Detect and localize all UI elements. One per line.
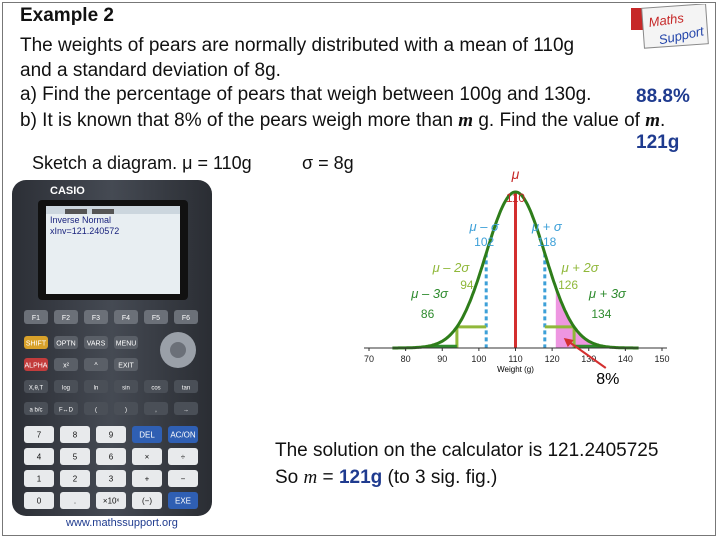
- num-key-3-3-label: (−): [142, 496, 152, 506]
- num-key-3-2-label: ×10ˣ: [102, 496, 120, 506]
- fkey-f2-label: F2: [61, 315, 71, 322]
- mu-plus-2sigma-value: 126: [558, 278, 579, 292]
- sketch-label: Sketch a diagram. μ = 110g: [32, 153, 252, 173]
- mu-plus-3sigma-value: 134: [591, 307, 612, 321]
- question-b-part1: b) It is known that 8% of the pears weigh more than: [20, 110, 454, 131]
- mu-plus-2sigma-label: μ + 2σ: [561, 260, 599, 275]
- axis-title: Weight (g): [497, 365, 534, 374]
- mu-minus-2sigma-value: 94: [460, 278, 474, 292]
- num-key-1-3-label: ×: [144, 452, 150, 462]
- axis-tick-label: 70: [363, 354, 375, 364]
- fkey-f4-label: F4: [121, 315, 131, 322]
- num-key-0-2-label: 9: [108, 430, 114, 440]
- num-key-2-3-label: +: [144, 474, 150, 484]
- num-key-3-4-label: EXE: [174, 496, 192, 506]
- num-key-2-1-label: 2: [72, 474, 78, 484]
- fn-key-0-label: X,θ,T: [28, 385, 44, 392]
- fkey-f1-label: F1: [31, 315, 41, 322]
- key-0-label: SHIFT: [25, 340, 47, 348]
- solution-so: So: [275, 467, 299, 488]
- solution-line-2: [275, 467, 497, 489]
- num-key-1-1-label: 5: [72, 452, 78, 462]
- num-key-0-4-label: AC/ON: [170, 430, 196, 440]
- axis-tick-label: 110: [508, 354, 523, 364]
- mu-plus-3sigma-label: μ + 3σ: [588, 286, 626, 301]
- num-key-2-4-label: −: [180, 474, 186, 484]
- mu-minus-3sigma-value: 86: [420, 307, 435, 321]
- calculator-brand: CASIO: [50, 185, 85, 197]
- axis-ticks-layer: [364, 348, 670, 364]
- num-key-2-0-label: 1: [36, 474, 42, 484]
- axis-tick-label: 150: [654, 354, 670, 364]
- solution-value: 121g: [338, 467, 383, 488]
- num-key-0-0-label: 7: [36, 430, 42, 440]
- fn-key-4-label: cos: [151, 385, 161, 392]
- key-3-label: MENU: [115, 340, 137, 348]
- fkey-f6-label: F6: [181, 315, 191, 322]
- fn2-key-0-label: a b/c: [29, 407, 43, 414]
- solution-sigfig: (to 3 sig. fig.): [387, 467, 498, 488]
- intro-line-2: and a standard deviation of 8g.: [20, 60, 281, 81]
- answer-b: 121g: [636, 132, 680, 153]
- mu-minus-3sigma-label: μ – 3σ: [411, 286, 448, 301]
- mu-minus-sigma-label: μ – σ: [469, 219, 499, 234]
- sigma-label: σ = 8g: [302, 153, 354, 173]
- num-key-3-0-label: 0: [36, 496, 42, 506]
- tail-percent-label: 8%: [596, 371, 620, 388]
- mu-minus-2sigma-label: μ – 2σ: [432, 260, 470, 275]
- fn-key-3-label: sin: [122, 385, 130, 392]
- fn2-key-5-label: →: [183, 407, 189, 414]
- screen-value: xInv=121.240572: [50, 226, 120, 236]
- key2-3-label: EXIT: [118, 362, 134, 370]
- axis-tick-label: 90: [437, 354, 448, 364]
- question-b-variable: m: [458, 110, 474, 131]
- num-key-1-0-label: 4: [36, 452, 42, 462]
- key2-0-label: ALPHA: [24, 362, 48, 370]
- num-key-1-2-label: 6: [108, 452, 114, 462]
- solution-equals: =: [322, 467, 334, 488]
- footer-url[interactable]: www.mathssupport.org: [66, 517, 178, 529]
- logo-text-2: Support: [657, 23, 706, 48]
- fn-key-2-label: ln: [93, 385, 99, 392]
- mu-plus-sigma-value: 118: [537, 235, 557, 249]
- mu-value: 110: [505, 191, 526, 205]
- solution-variable: m: [303, 467, 318, 488]
- fn-key-1-label: log: [61, 385, 71, 392]
- num-key-3-1-label: .: [73, 496, 77, 506]
- intro-line-1: The weights of pears are normally distributed with a mean of 110g: [20, 35, 575, 56]
- question-b-variable-2: m: [645, 110, 661, 131]
- key2-1-label: x²: [63, 362, 69, 370]
- mu-minus-sigma-value: 102: [474, 235, 495, 249]
- axis-tick-label: 120: [544, 354, 560, 364]
- solution-line-1: The solution on the calculator is 121.2405725: [275, 440, 659, 461]
- question-a: a) Find the percentage of pears that weigh between 100g and 130g.: [20, 84, 592, 105]
- mu-plus-sigma-label: μ + σ: [531, 219, 562, 234]
- num-key-0-1-label: 8: [72, 430, 78, 440]
- fn-key-5-label: tan: [181, 385, 191, 392]
- fn2-key-3-label: ): [125, 407, 127, 414]
- axis-tick-label: 130: [581, 354, 597, 364]
- fn2-key-1-label: F↔D: [59, 407, 73, 414]
- num-key-2-2-label: 3: [108, 474, 114, 484]
- fkey-f3-label: F3: [91, 315, 101, 322]
- key-1-label: OPTN: [56, 340, 76, 348]
- axis-tick-label: 100: [471, 354, 487, 364]
- key2-2-label: ^: [94, 362, 98, 370]
- screen-title: Inverse Normal: [50, 215, 112, 225]
- key-2-label: VARS: [86, 340, 106, 348]
- fn2-key-4-label: ,: [155, 407, 157, 414]
- num-key-1-4-label: ÷: [180, 452, 186, 462]
- fn2-key-2-label: (: [95, 407, 97, 414]
- logo-text-1: Maths: [647, 10, 685, 31]
- mu-label: μ: [511, 166, 520, 182]
- question-b-part2: g. Find the value of: [478, 110, 640, 131]
- axis-tick-label: 80: [400, 354, 411, 364]
- num-key-0-3-label: DEL: [139, 430, 155, 440]
- answer-a: 88.8%: [636, 86, 690, 107]
- axis-tick-label: 140: [617, 354, 633, 364]
- question-b-end: .: [660, 110, 666, 131]
- example-title: Example 2: [20, 5, 114, 26]
- fkey-f5-label: F5: [151, 315, 161, 322]
